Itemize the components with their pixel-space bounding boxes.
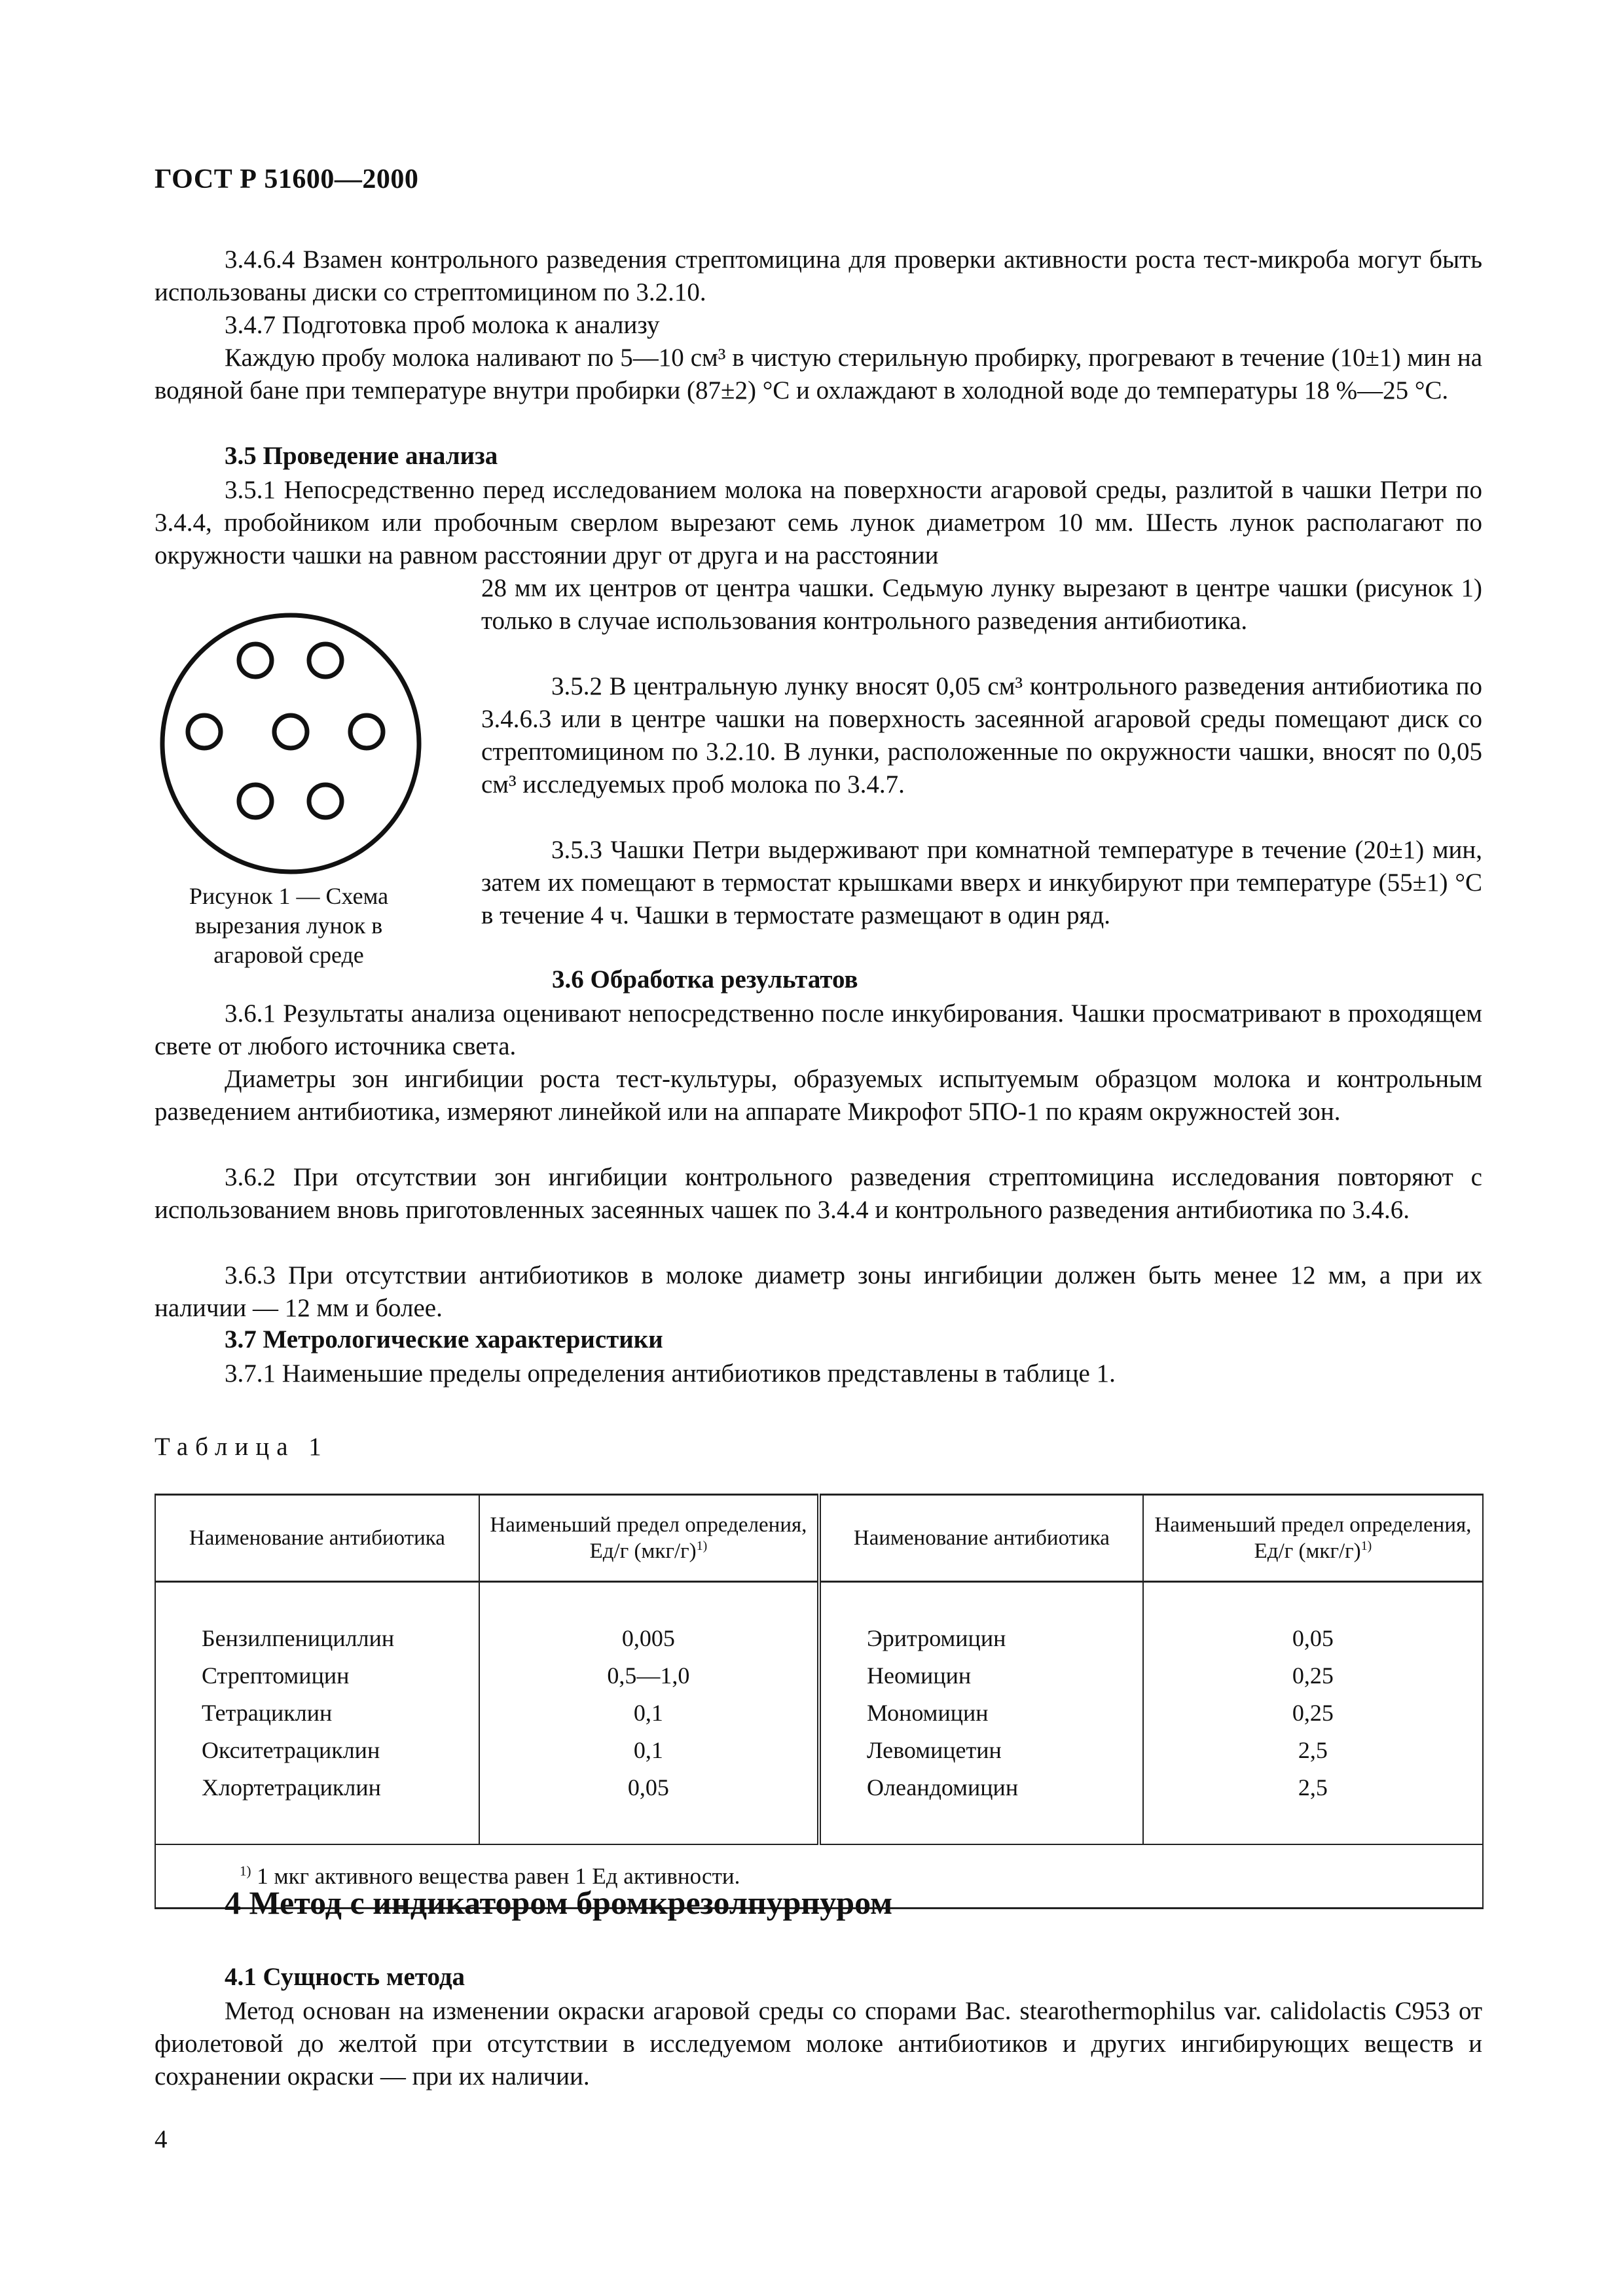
document-header: ГОСТ Р 51600—2000 [155,164,419,194]
cell-limit: 0,1 [479,1695,819,1732]
table-footnote: $^{1)}$ 1 мкг активного вещества равен 1 Ед активности. [155,1844,1483,1909]
page-number: 4 [155,2125,168,2153]
header-antibiotic-1: Наименование антибиотика [155,1495,479,1582]
figure-caption [155,882,423,970]
paragraph-zone-diameters: Диаметры зон ингибиции роста тест-культуры, образуемых испытуемым образцом молока и контрольным разведением антибиотика, измеряют линейкой или на аппарате Микрофот 5ПО-1 по краям окружностей зон. [155,1065,1482,1126]
cell-antibiotic: Олеандомицин [819,1769,1143,1806]
paragraph-milk-prep: Каждую пробу молока наливают по 5—10 см³ в чистую стерильную пробирку, прогревают в течение (10±1) мин на водяной бане при температуре внутри пробирки (87±2) °С и охлаждают в холодной воде до температуры 18 %—25 °С. [155,344,1482,404]
paragraph-3-6-2: 3.6.2 При отсутствии зон ингибиции контрольного разведения стрептомицина исследования повторяют с использованием вновь приготовленных засеянных чашек по 3.4.4 и контрольного разведения антибиотика по 3.4.6. [155,1163,1482,1224]
cell-antibiotic: Бензилпенициллин [155,1620,479,1657]
paragraph-3-7-1: 3.7.1 Наименьшие пределы определения антибиотиков представлены в таблице 1. [225,1359,1116,1388]
cell-antibiotic: Стрептомицин [155,1657,479,1695]
caption-line-2: вырезания лунок в [194,912,383,939]
paragraph-3-4-6-4: 3.4.6.4 Взамен контрольного разведения стрептомицина для проверки активности роста тест-микроба могут быть использованы диски со стрептомицином по 3.2.10. [155,245,1482,306]
well-top-right [309,644,342,677]
cell-antibiotic: Эритромицин [819,1620,1143,1657]
cell-antibiotic: Мономицин [819,1695,1143,1732]
table-caption: Таблица 1 [155,1433,329,1461]
paragraph-well-distance: 28 мм их центров от центра чашки. Седьмую лунку вырезают в центре чашки (рисунок 1) только в случае использования контрольного разведения антибиотика. [481,574,1482,635]
paragraph-3-5-3: 3.5.3 Чашки Петри выдерживают при комнатной температуре в течение (20±1) мин, затем их помещают в термостат крышками вверх и инкубируют при температуре (55±1) °С в течение 4 ч. Чашки в термостате размещают в один ряд. [481,836,1482,929]
section-title-4-1: 4.1 Сущность метода [225,1963,465,1991]
well-center [274,715,307,748]
cell-limit: 0,005 [479,1620,819,1657]
cell-limit: 0,5—1,0 [479,1657,819,1695]
section-title-3-6: 3.6 Обработка результатов [552,965,858,994]
table-row [155,1769,1483,1806]
paragraph-3-5-2: 3.5.2 В центральную лунку вносят 0,05 см³ контрольного разведения антибиотика по 3.4.6.3 или в центре чашки на поверхность засеянной агаровой среды помещают диск со стрептомицином по 3.2.10. В лунки, расположенные по окружности чашки, вносят по 0,05 см³ исследуемых проб молока по 3.4.7. [481,672,1482,798]
header-limit-2: Наименьший предел определения, Ед/г $(мкг/г)^{1)}$ [1143,1495,1483,1582]
well-bottom-left [239,785,272,817]
section-title-3-7: 3.7 Метрологические характеристики [225,1325,663,1354]
cell-antibiotic: Хлортетрациклин [155,1769,479,1806]
table-row [155,1620,1483,1657]
caption-line-1: Рисунок 1 — Схема [189,883,389,909]
antibiotics-table [155,1494,1484,1909]
section-title-3-5: 3.5 Проведение анализа [225,442,498,470]
figure-well-scheme [155,607,427,880]
header-antibiotic-2: Наименование антибиотика [819,1495,1143,1582]
well-right [350,715,383,748]
section-heading-4: 4 Метод с индикатором бромкрезолпурпуром [225,1884,893,1921]
cell-limit: 0,25 [1143,1657,1483,1695]
caption-line-3: агаровой среде [213,942,364,968]
paragraph-3-6-1: 3.6.1 Результаты анализа оценивают непосредственно после инкубирования. Чашки просматривают в проходящем свете от любого источника света. [155,999,1482,1060]
table-row [155,1657,1483,1695]
cell-antibiotic: Тетрациклин [155,1695,479,1732]
paragraph-3-6-3: 3.6.3 При отсутствии антибиотиков в молоке диаметр зоны ингибиции должен быть менее 12 мм, а при их наличии — 12 мм и более. [155,1261,1482,1322]
table-header-row [155,1495,1483,1582]
cell-antibiotic: Окситетрациклин [155,1732,479,1769]
cell-limit: 0,05 [1143,1620,1483,1657]
table-row [155,1732,1483,1769]
paragraph-4-1: Метод основан на изменении окраски агаровой среды со спорами Bac. stearothermophilus var. calidolactis C953 от фиолетовой до желтой при отсутствии в исследуемом молоке антибиотиков и других ингибирующих веществ и сохранении окраски — при их наличии. [155,1997,1482,2090]
cell-limit: 2,5 [1143,1732,1483,1769]
cell-limit: 0,25 [1143,1695,1483,1732]
cell-antibiotic: Левомицетин [819,1732,1143,1769]
well-bottom-right [309,785,342,817]
table-row [155,1695,1483,1732]
cell-limit: 2,5 [1143,1769,1483,1806]
cell-limit: 0,1 [479,1732,819,1769]
well-left [188,715,221,748]
paragraph-3-4-7: 3.4.7 Подготовка проб молока к анализу [225,311,660,339]
header-limit-1: Наименьший предел определения, Ед/г $(мкг/г)^{1)}$ [479,1495,819,1582]
paragraph-3-5-1: 3.5.1 Непосредственно перед исследованием молока на поверхности агаровой среды, разлитой в чашки Петри по 3.4.4, пробойником или пробочным сверлом вырезают семь лунок диаметром 10 мм. Шесть лунок располагают по окружности чашки на равном расстоянии друг от друга и на расстоянии [155,476,1482,569]
cell-limit: 0,05 [479,1769,819,1806]
cell-antibiotic: Неомицин [819,1657,1143,1695]
well-top-left [239,644,272,677]
